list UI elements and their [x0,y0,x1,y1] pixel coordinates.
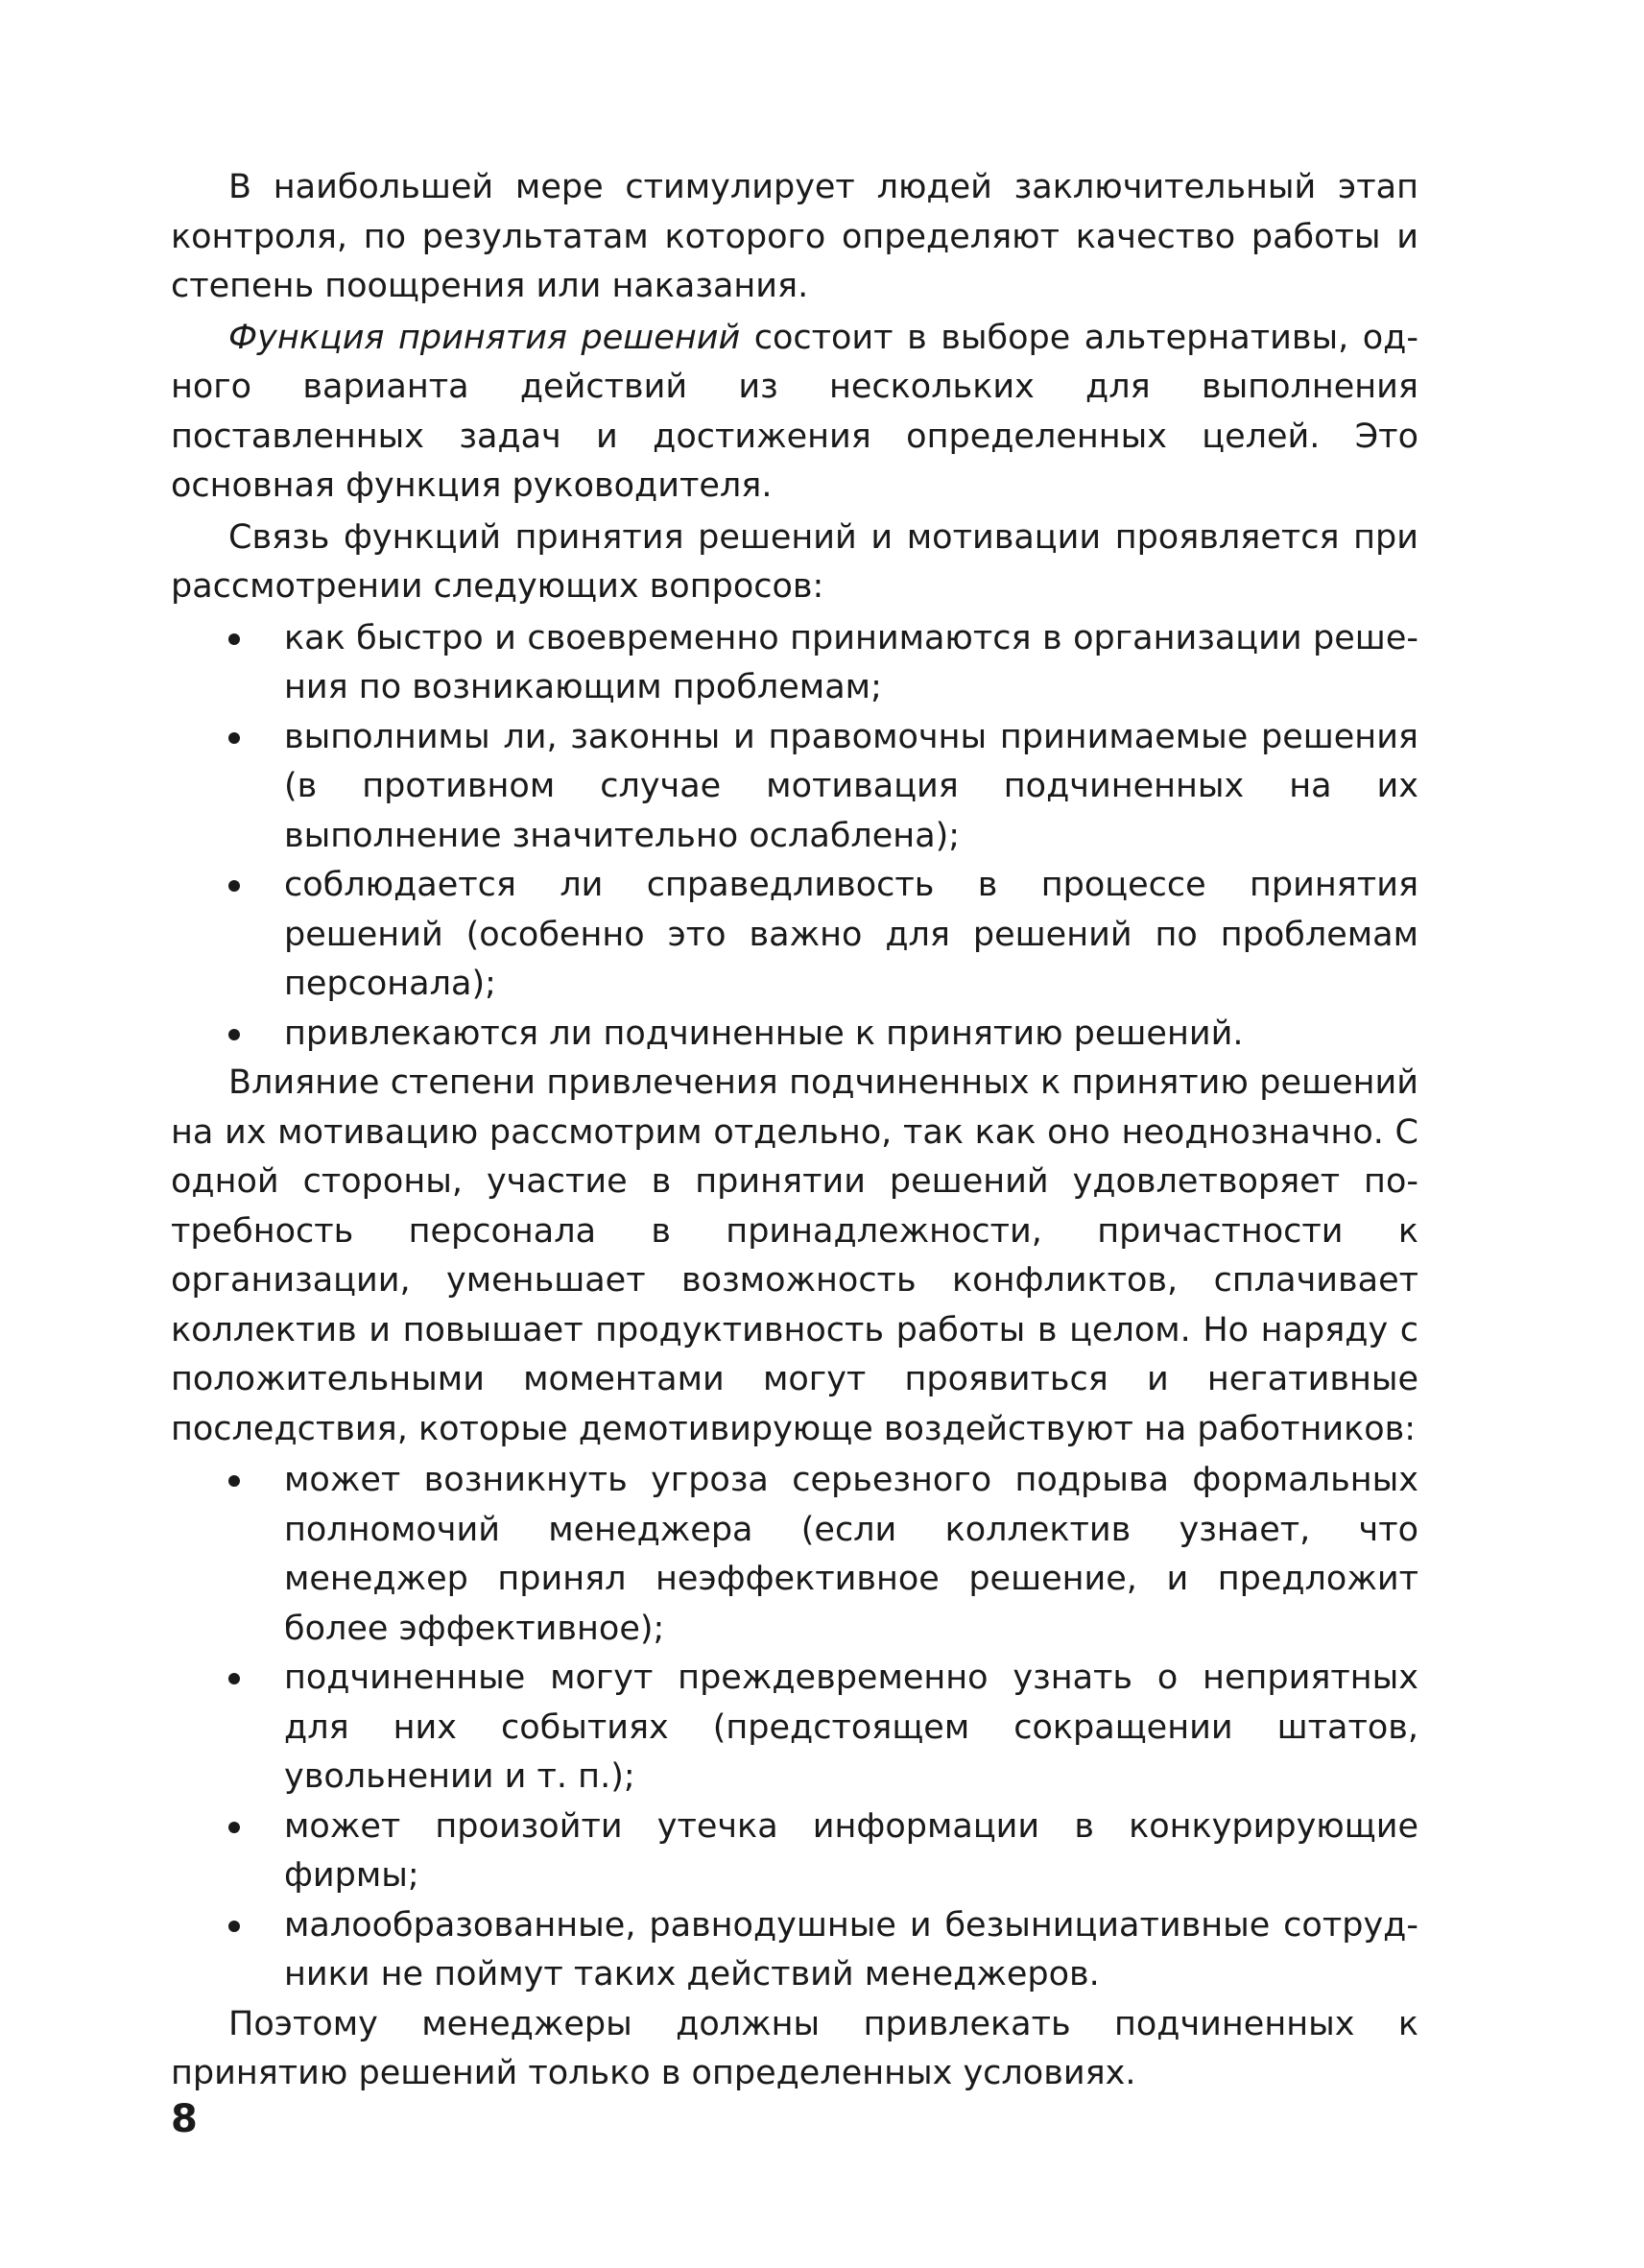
list-item: соблюдается ли справедливость в процессе принятия решений (особенно это важно для решений по проблемам персонала); [171,861,1418,1010]
list-item: подчиненные могут преждевременно узнать о неприятных для них событиях (предстоящем сокращении штатов, увольнении и т. п.); [171,1654,1418,1802]
list-item: выполнимы ли, законны и правомочны принимаемые решения (в противном случае мотивация подчиненных на их выполнение значительно ослаблена); [171,713,1418,862]
bullet-list-negative-consequences [171,1456,1418,2000]
list-item: может возникнуть угроза серьезного подрыва формальных полномочий менеджера (если коллектив узнает, что менеджер принял неэффективное решение, и предложит более эффективное); [171,1456,1418,1654]
list-item: малообразованные, равнодушные и безынициативные сотрудники не поймут таких действий менеджеров. [171,1901,1418,2000]
term-decision-function: Функция принятия решений [228,318,741,357]
page-body [171,163,1418,2101]
bullet-list-questions [171,614,1418,1060]
paragraph-decision-function [171,314,1418,512]
paragraph-conclusion: Поэтому менеджеры должны привлекать подчиненных к принятию решений только в определенных условиях. [171,2004,1418,2092]
paragraph-decision-function-text: состоит в выборе альтернативы, одного варианта действий из нескольких для выполнения поставленных задач и достижения определенных целей. Это основная функция руководителя. [171,318,1418,505]
paragraph-link-decision-motivation: Связь функций принятия решений и мотивации проявляется при рассмотрении следующих вопросов: [171,517,1418,606]
paragraph-involvement-influence: Влияние степени привлечения подчиненных к принятию решений на их мотивацию рассмотрим отдельно, так как оно неоднозначно. С одной стороны, участие в принятии решений удовлетворяет потребность персонала в принадлежности, причастности к организации, уменьшает возможность конфликтов, сплачивает коллектив и повышает продуктивность работы в целом. Но наряду с положительными моментами могут проявиться и негативные последствия, которые демотивирующе воздействуют на работников: [171,1063,1418,1448]
list-item: как быстро и своевременно принимаются в организации решения по возникающим проблемам; [171,614,1418,713]
list-item: может произойти утечка информации в конкурирующие фирмы; [171,1802,1418,1901]
paragraph-control-stage: В наибольшей мере стимулирует людей заключительный этап контроля, по результатам которого определяют качество работы и степень поощрения или наказания. [171,168,1418,305]
list-item: привлекаются ли подчиненные к принятию решений. [171,1010,1418,1060]
page-number: 8 [171,2097,198,2141]
